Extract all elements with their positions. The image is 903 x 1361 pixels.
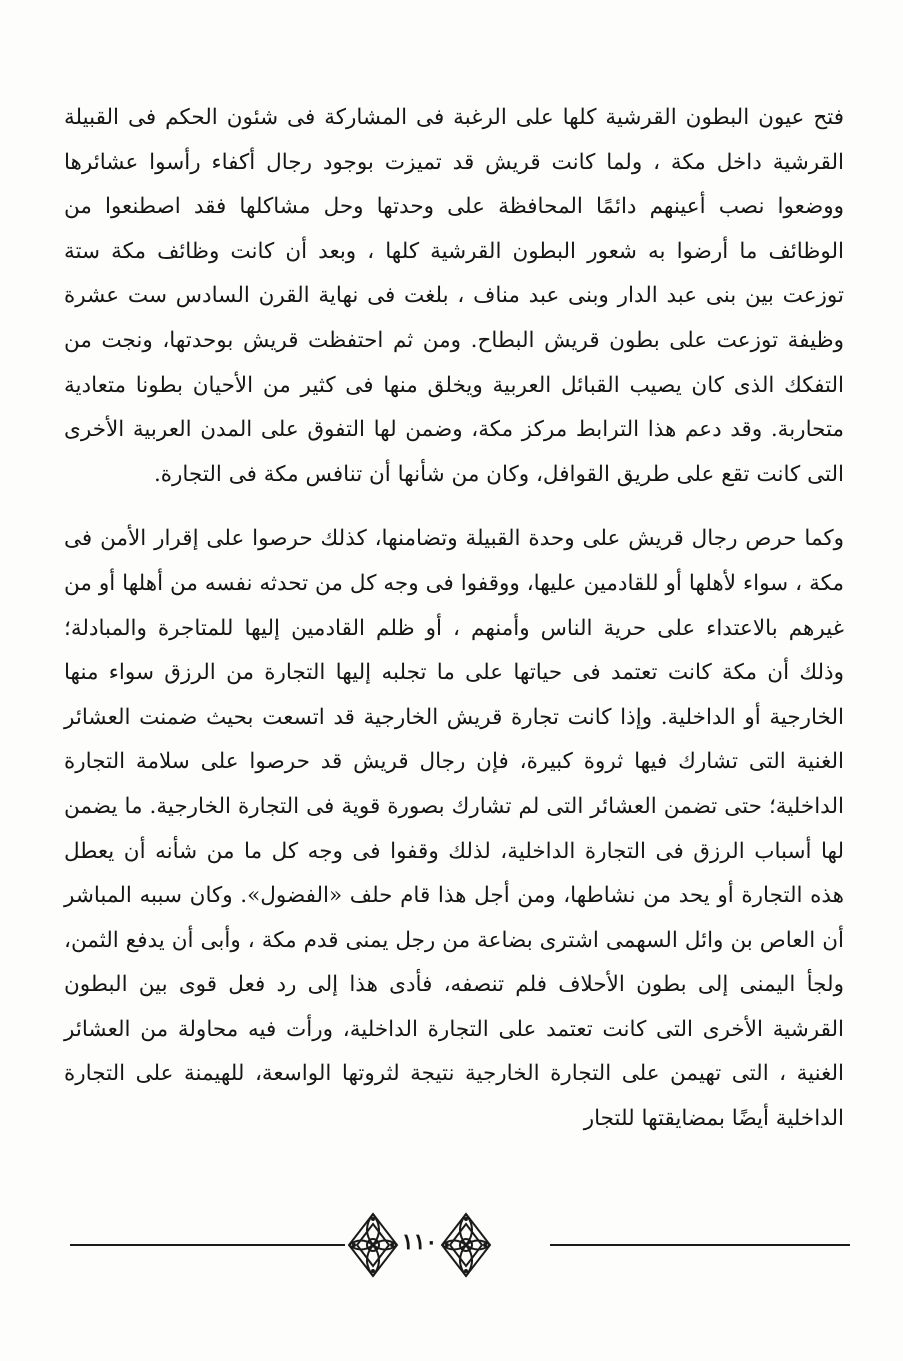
- body-text: [64, 96, 844, 1142]
- paragraph-1: فتح عيون البطون القرشية كلها على الرغبة فى المشاركة فى شئون الحكم فى القبيلة القرشية داخل مكة ، ولما كانت قريش قد تميزت بوجود رجال أكفاء رأسوا عشائرها ووضعوا نصب أعينهم دائمًا المحافظة على وحدتها وحل مشاكلها فقد اصطنعوا من الوظائف ما أرضوا به شعور البطون القرشية كلها ، وبعد أن كانت وظائف مكة ستة توزعت بين بنى عبد الدار وبنى عبد مناف ، بلغت فى نهاية القرن السادس ست عشرة وظيفة توزعت على بطون قريش البطاح. ومن ثم احتفظت قريش بوحدتها، ونجت من التفكك الذى كان يصيب القبائل العربية ويخلق منها فى كثير من الأحيان بطونا متعادية متحاربة. وقد دعم هذا الترابط مركز مكة، وضمن لها التفوق على المدن العربية الأخرى التى كانت تقع على طريق القوافل، وكان من شأنها أن تنافس مكة فى التجارة.: [64, 105, 844, 487]
- footer-rule-left: [70, 1244, 345, 1246]
- page-footer: [60, 1205, 850, 1285]
- ornament-right-icon: [438, 1210, 494, 1280]
- ornament-left-icon: [345, 1210, 401, 1280]
- page-number: ١١٠: [401, 1229, 438, 1255]
- paragraph-2: وكما حرص رجال قريش على وحدة القبيلة وتضامنها، كذلك حرصوا على إقرار الأمن فى مكة ، سواء لأهلها أو للقادمين عليها، ووقفوا فى وجه كل من تحدثه نفسه من أهلها أو من غيرهم بالاعتداء على حرية الناس وأمنهم ، أو ظلم القادمين إليها للمتاجرة والمبادلة؛ وذلك أن مكة كانت تعتمد فى حياتها على ما تجلبه إليها التجارة من الرزق سواء منها الخارجية أو الداخلية. وإذا كانت تجارة قريش الخارجية قد اتسعت بحيث ضمنت العشائر الغنية التى تشارك فيها ثروة كبيرة، فإن رجال قريش قد حرصوا على سلامة التجارة الداخلية؛ حتى تضمن العشائر التى لم تشارك بصورة قوية فى التجارة الخارجية. ما يضمن لها أسباب الرزق فى التجارة الداخلية، لذلك وقفوا فى وجه كل ما من شأنه أن يعطل هذه التجارة أو يحد من نشاطها، ومن أجل هذا قام حلف «الفضول». وكان سببه المباشر أن العاص بن وائل السهمى اشترى بضاعة من رجل يمنى قدم مكة ، وأبى أن يدفع الثمن، ولجأ اليمنى إلى بطون الأحلاف فلم تنصفه، فأدى هذا إلى رد فعل قوى بين البطون القرشية الأخرى التى كانت تعتمد على التجارة الداخلية، ورأت فيه محاولة من العشائر الغنية ، التى تهيمن على التجارة الخارجية نتيجة لثروتها الواسعة، للهيمنة على التجارة الداخلية أيضًا بمضايقتها للتجار: [64, 526, 844, 1132]
- footer-rule-right: [550, 1244, 850, 1246]
